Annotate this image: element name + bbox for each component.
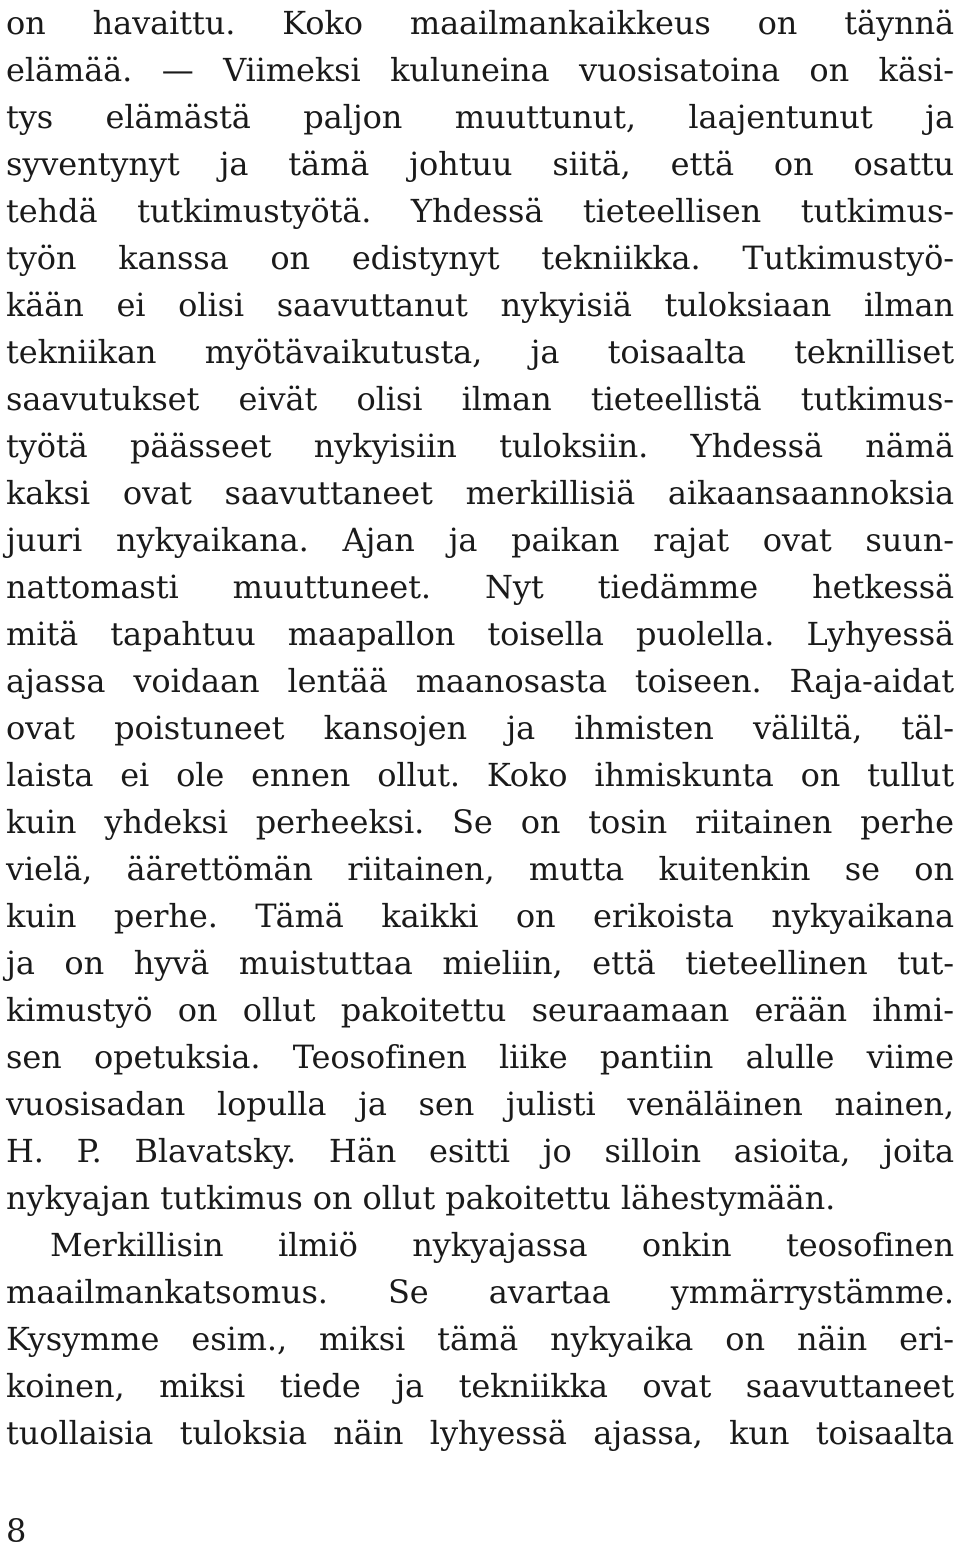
text-line-26: nykyajan tutkimus on ollut pakoitettu lähestymään. bbox=[6, 1179, 836, 1217]
text-line-18: kuin yhdeksi perheeksi. Se on tosin riitainen perhe bbox=[6, 803, 954, 841]
text-line-15: ajassa voidaan lentää maanosasta toiseen. Raja-aidat bbox=[6, 662, 954, 700]
text-line-27: Merkillisin ilmiö nykyajassa onkin teosofinen bbox=[50, 1226, 954, 1264]
text-line-9: saavutukset eivät olisi ilman tieteellistä tutkimus- bbox=[6, 380, 954, 418]
text-line-10: työtä päässeet nykyisiin tuloksiin. Yhdessä nämä bbox=[6, 427, 954, 465]
page-number: 8 bbox=[6, 1512, 27, 1550]
text-line-6: työn kanssa on edistynyt tekniikka. Tutkimustyö- bbox=[6, 239, 954, 277]
text-line-23: sen opetuksia. Teosofinen liike pantiin alulle viime bbox=[6, 1038, 954, 1076]
text-line-12: juuri nykyaikana. Ajan ja paikan rajat ovat suun- bbox=[6, 521, 954, 559]
text-line-28: maailmankatsomus. Se avartaa ymmärrystämme. bbox=[6, 1273, 954, 1311]
text-line-14: mitä tapahtuu maapallon toisella puolella. Lyhyessä bbox=[6, 615, 954, 653]
text-line-4: syventynyt ja tämä johtuu siitä, että on osattu bbox=[6, 145, 954, 183]
text-line-22: kimustyö on ollut pakoitettu seuraamaan erään ihmi- bbox=[6, 991, 954, 1029]
text-line-20: kuin perhe. Tämä kaikki on erikoista nykyaikana bbox=[6, 897, 954, 935]
text-line-17: laista ei ole ennen ollut. Koko ihmiskunta on tullut bbox=[6, 756, 954, 794]
text-line-7: kään ei olisi saavuttanut nykyisiä tuloksiaan ilman bbox=[6, 286, 954, 324]
text-line-11: kaksi ovat saavuttaneet merkillisiä aikaansaannoksia bbox=[6, 474, 954, 512]
text-line-24: vuosisadan lopulla ja sen julisti venäläinen nainen, bbox=[6, 1085, 954, 1123]
text-line-13: nattomasti muuttuneet. Nyt tiedämme hetkessä bbox=[6, 568, 954, 606]
text-line-21: ja on hyvä muistuttaa mieliin, että tieteellinen tut- bbox=[6, 944, 954, 982]
text-line-30: koinen, miksi tiede ja tekniikka ovat saavuttaneet bbox=[6, 1367, 954, 1405]
text-line-3: tys elämästä paljon muuttunut, laajentunut ja bbox=[6, 98, 954, 136]
text-line-5: tehdä tutkimustyötä. Yhdessä tieteellisen tutkimus- bbox=[6, 192, 954, 230]
text-line-8: tekniikan myötävaikutusta, ja toisaalta teknilliset bbox=[6, 333, 954, 371]
text-line-1: on havaittu. Koko maailmankaikkeus on täynnä bbox=[6, 4, 954, 42]
text-line-16: ovat poistuneet kansojen ja ihmisten väliltä, täl- bbox=[6, 709, 954, 747]
text-line-29: Kysymme esim., miksi tämä nykyaika on näin eri- bbox=[6, 1320, 954, 1358]
text-line-2: elämää. — Viimeksi kuluneina vuosisatoina on käsi- bbox=[6, 51, 954, 89]
text-line-25: H. P. Blavatsky. Hän esitti jo silloin asioita, joita bbox=[6, 1132, 954, 1170]
text-line-31: tuollaisia tuloksia näin lyhyessä ajassa, kun toisaalta bbox=[6, 1414, 954, 1452]
text-line-19: vielä, äärettömän riitainen, mutta kuitenkin se on bbox=[6, 850, 954, 888]
